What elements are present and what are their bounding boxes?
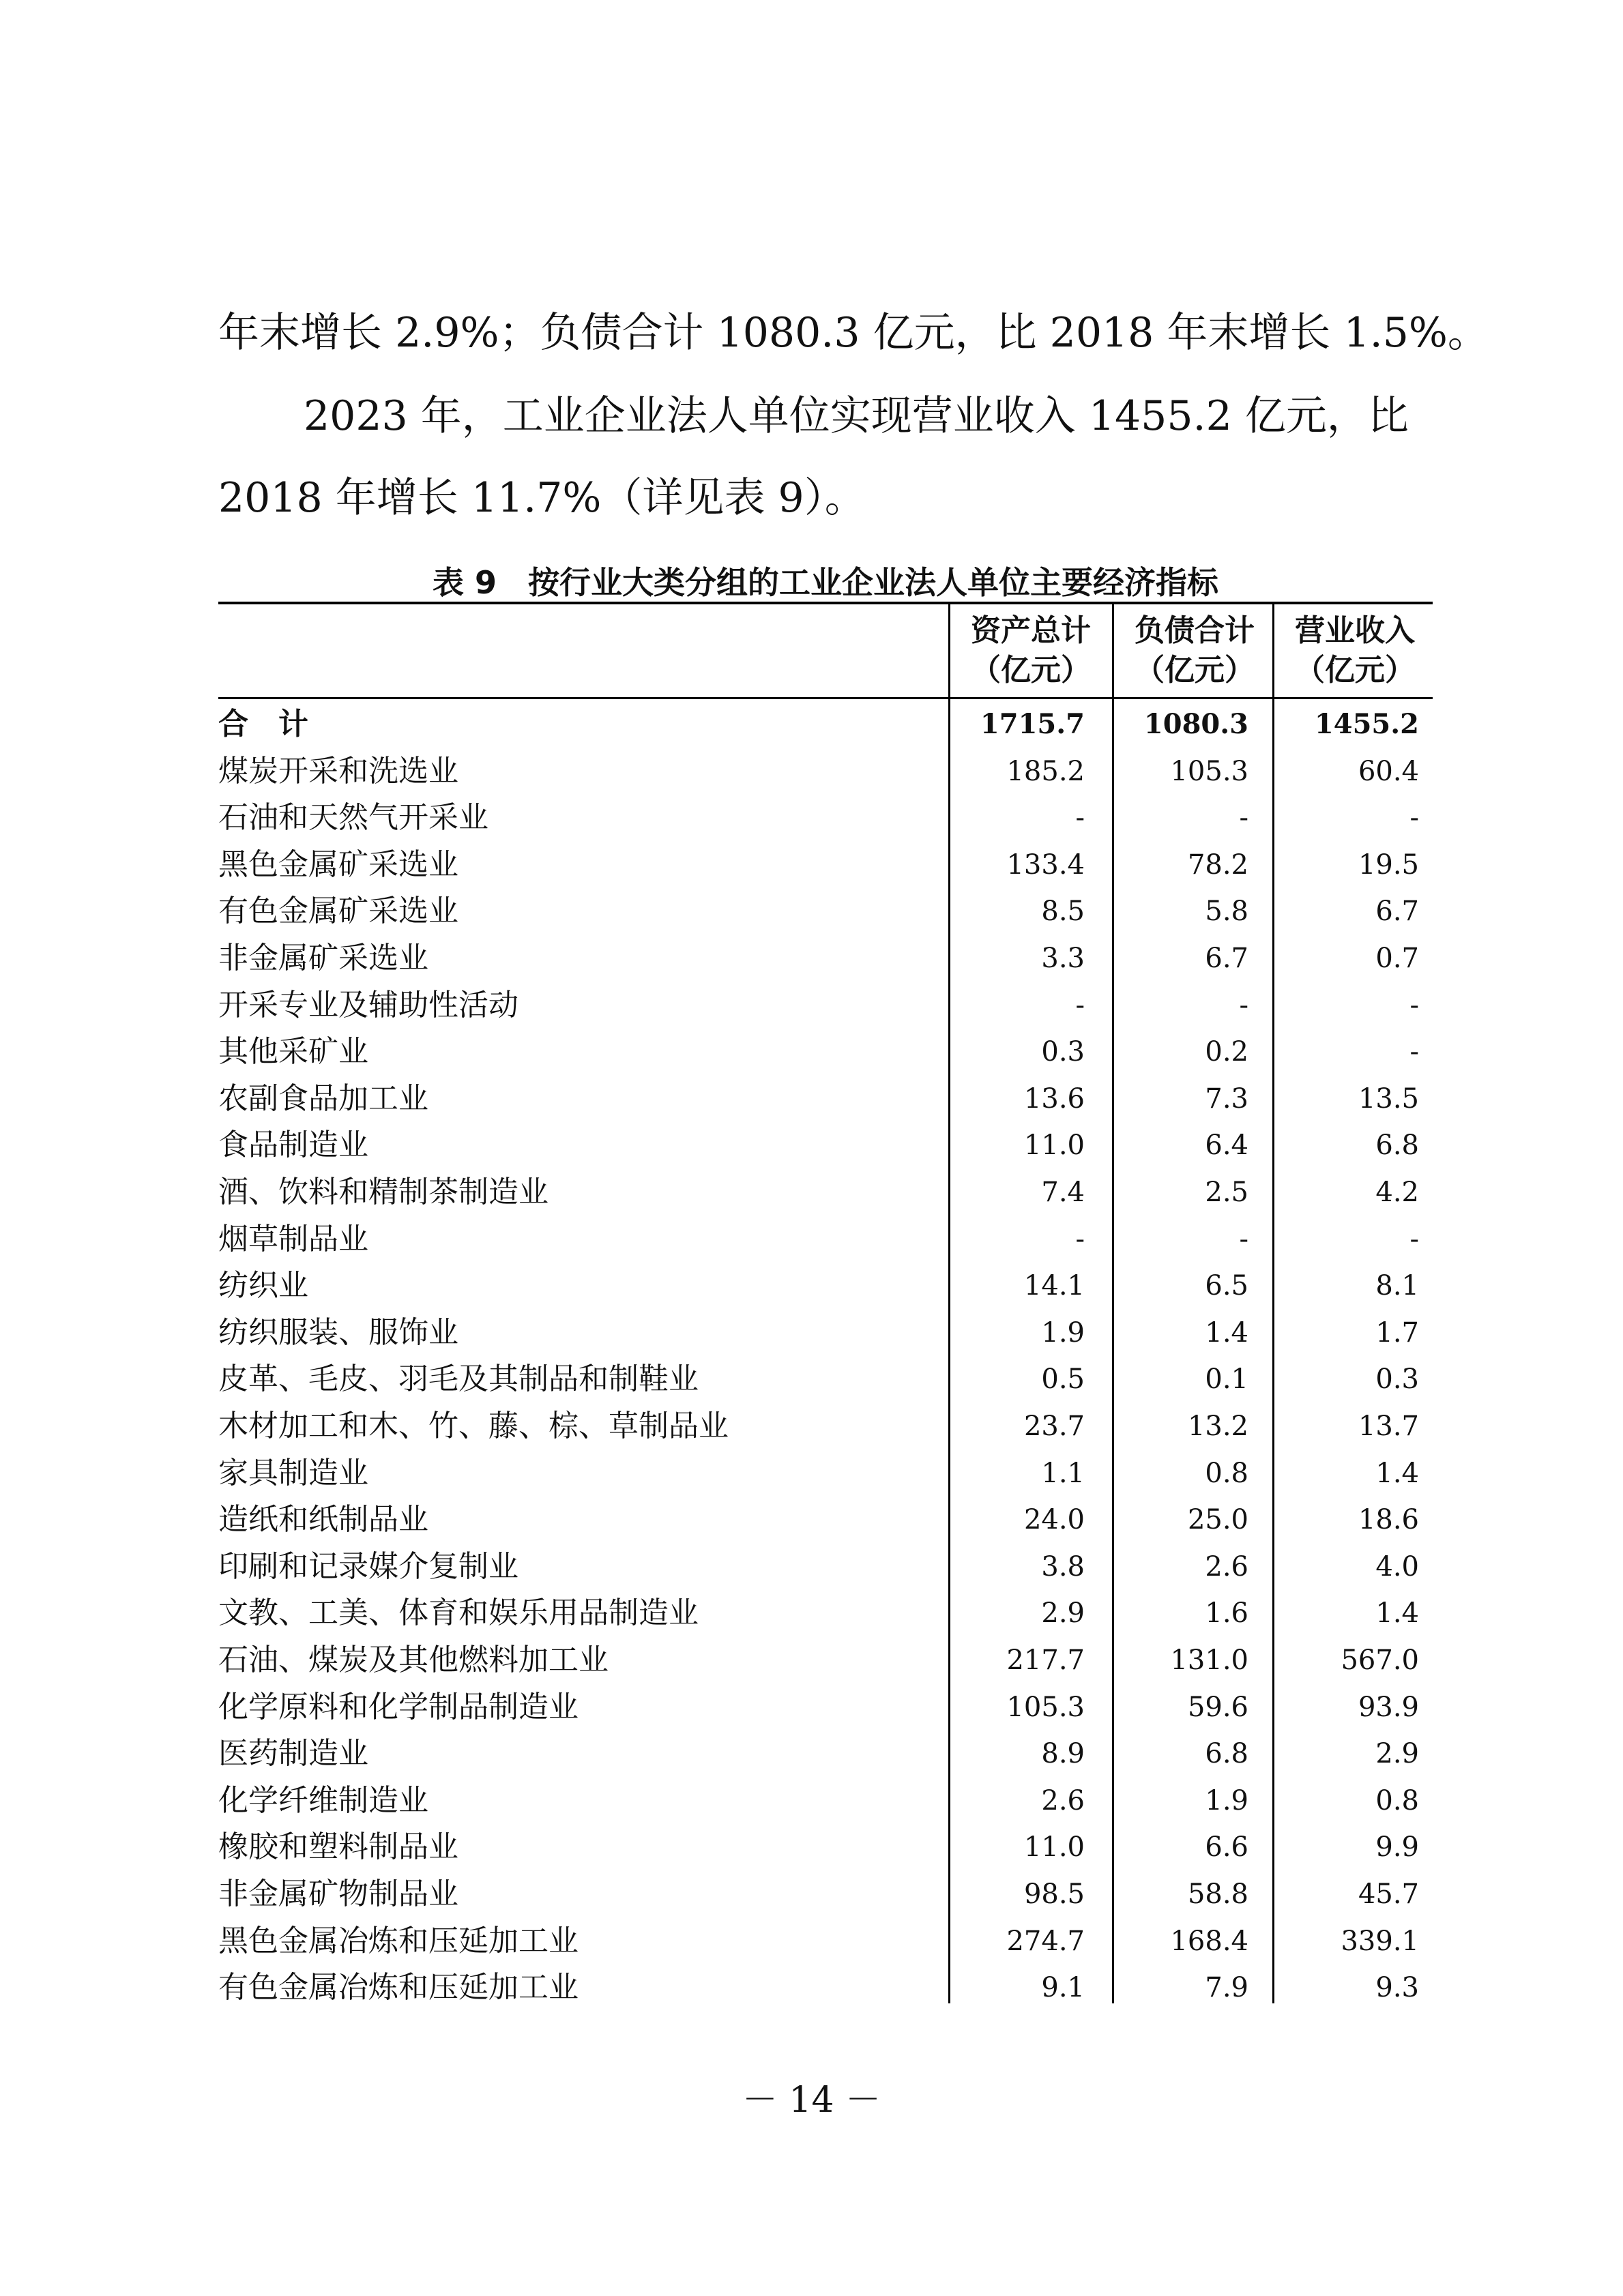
assets-value: 14.1	[1023, 1270, 1085, 1302]
liabilities-value: 6.6	[1205, 1831, 1248, 1864]
assets-value: 8.5	[1041, 896, 1085, 928]
header-liabilities-name: 负债合计	[1135, 613, 1255, 648]
assets-value: 0.5	[1041, 1364, 1085, 1396]
table-row	[218, 1450, 1433, 1497]
revenue-value: 2.9	[1375, 1738, 1419, 1770]
table-row	[218, 1216, 1433, 1263]
table-row	[218, 1403, 1433, 1449]
liabilities-value: 6.5	[1205, 1270, 1248, 1302]
industry-name: 家具制造业	[218, 1455, 368, 1490]
industry-name: 皮革、毛皮、羽毛及其制品和制鞋业	[218, 1362, 699, 1397]
revenue-value: 45.7	[1358, 1879, 1419, 1910]
liabilities-value: 131.0	[1170, 1645, 1248, 1676]
liabilities-value: 0.2	[1205, 1036, 1248, 1068]
industry-name: 木材加工和木、竹、藤、棕、草制品业	[218, 1409, 729, 1443]
table-row	[218, 748, 1433, 795]
industry-name: 农副食品加工业	[218, 1080, 428, 1116]
liabilities-value: 7.3	[1205, 1083, 1248, 1115]
revenue-value: -	[1409, 989, 1419, 1021]
industry-name: 印刷和记录媒介复制业	[218, 1548, 518, 1584]
assets-value: 23.7	[1023, 1411, 1085, 1442]
industry-name: 非金属矿采选业	[218, 941, 428, 975]
industry-name: 开采专业及辅助性活动	[218, 987, 518, 1022]
liabilities-value: 7.9	[1205, 1972, 1248, 2004]
table-row	[218, 1310, 1433, 1356]
revenue-value: 1.4	[1375, 1457, 1419, 1489]
table-row	[218, 1964, 1433, 2011]
table-row	[218, 1356, 1433, 1402]
assets-value: 1.1	[1041, 1457, 1085, 1489]
assets-value: 11.0	[1023, 1130, 1085, 1162]
revenue-value: 13.5	[1358, 1083, 1419, 1115]
assets-value: 3.8	[1041, 1550, 1085, 1583]
revenue-value: 1455.2	[1314, 708, 1419, 740]
table-top-rule	[218, 602, 1433, 604]
revenue-value: 1.7	[1375, 1316, 1419, 1349]
table-total-row	[218, 701, 1433, 748]
assets-value: 133.4	[1006, 849, 1085, 881]
liabilities-value: -	[1239, 802, 1248, 834]
revenue-value: 4.2	[1375, 1177, 1419, 1208]
liabilities-value: 6.7	[1205, 943, 1248, 974]
assets-value: 3.3	[1041, 943, 1085, 974]
table-row	[218, 1590, 1433, 1636]
header-revenue-unit: （亿元）	[1295, 653, 1415, 688]
assets-value: 1.9	[1041, 1316, 1085, 1349]
table-row	[218, 1076, 1433, 1122]
liabilities-value: -	[1239, 1223, 1248, 1255]
header-assets-name: 资产总计	[971, 613, 1091, 648]
body-paragraph-3: 2018 年增长 11.7%（详见表 9）。	[218, 474, 866, 522]
assets-value: 98.5	[1023, 1879, 1085, 1910]
revenue-value: 6.7	[1375, 896, 1419, 928]
revenue-value: 13.7	[1358, 1411, 1419, 1442]
assets-value: 24.0	[1023, 1504, 1085, 1536]
assets-value: 9.1	[1041, 1972, 1085, 2004]
revenue-value: 19.5	[1358, 849, 1419, 881]
industry-name: 石油和天然气开采业	[218, 800, 488, 836]
assets-value: 7.4	[1041, 1177, 1085, 1208]
assets-value: -	[1075, 989, 1085, 1021]
revenue-value: 0.7	[1375, 943, 1419, 974]
assets-value: 2.6	[1041, 1784, 1085, 1816]
liabilities-value: 168.4	[1170, 1925, 1248, 1957]
table-row	[218, 1778, 1433, 1824]
liabilities-value: 2.5	[1205, 1177, 1248, 1208]
liabilities-value: 6.8	[1205, 1738, 1248, 1770]
liabilities-value: 25.0	[1187, 1504, 1248, 1536]
assets-value: -	[1075, 802, 1085, 834]
industry-name: 化学纤维制造业	[218, 1782, 428, 1818]
table-row	[218, 1871, 1433, 1917]
table-row	[218, 1122, 1433, 1168]
assets-value: 185.2	[1006, 755, 1085, 787]
revenue-value: 93.9	[1358, 1691, 1419, 1723]
revenue-value: -	[1409, 1036, 1419, 1068]
industry-name: 纺织业	[218, 1268, 308, 1304]
industry-name: 烟草制品业	[218, 1221, 368, 1256]
liabilities-value: 1.9	[1205, 1784, 1248, 1816]
liabilities-value: -	[1239, 989, 1248, 1021]
industry-name: 有色金属矿采选业	[218, 894, 458, 929]
liabilities-value: 1.6	[1205, 1598, 1248, 1630]
table-row	[218, 982, 1433, 1029]
industry-name: 合 计	[218, 707, 308, 741]
industry-name: 非金属矿物制品业	[218, 1876, 458, 1911]
header-assets-unit: （亿元）	[971, 653, 1091, 688]
industry-name: 酒、饮料和精制茶制造业	[218, 1175, 549, 1209]
liabilities-value: 58.8	[1187, 1879, 1248, 1910]
industry-name: 黑色金属矿采选业	[218, 847, 458, 882]
table-header-rule	[218, 697, 1433, 699]
industry-name: 医药制造业	[218, 1736, 368, 1771]
body-paragraph-1: 年末增长 2.9%；负债合计 1080.3 亿元，比 2018 年末增长 1.5%。	[218, 309, 1489, 357]
assets-value: 13.6	[1023, 1083, 1085, 1115]
industry-name: 文教、工美、体育和娱乐用品制造业	[218, 1595, 699, 1631]
revenue-value: 9.9	[1375, 1831, 1419, 1864]
table-caption: 表 9 按行业大类分组的工业企业法人单位主要经济指标	[432, 564, 1219, 601]
table-row	[218, 1918, 1433, 1964]
revenue-value: 4.0	[1375, 1550, 1419, 1583]
header-revenue	[1274, 611, 1435, 690]
page-number: － 14 －	[742, 2080, 881, 2121]
industry-name: 有色金属冶炼和压延加工业	[218, 1970, 579, 2005]
industry-name: 橡胶和塑料制品业	[218, 1829, 458, 1865]
industry-name: 石油、煤炭及其他燃料加工业	[218, 1643, 609, 1677]
revenue-value: 339.1	[1341, 1925, 1419, 1957]
table-row	[218, 1824, 1433, 1870]
table-row	[218, 1731, 1433, 1777]
header-liabilities-unit: （亿元）	[1135, 653, 1255, 688]
revenue-value: 0.8	[1375, 1784, 1419, 1816]
revenue-value: 9.3	[1375, 1972, 1419, 2004]
liabilities-value: 105.3	[1170, 755, 1248, 787]
industry-name: 纺织服装、服饰业	[218, 1314, 458, 1350]
revenue-value: 0.3	[1375, 1364, 1419, 1396]
header-liabilities	[1114, 611, 1275, 690]
table-row	[218, 1497, 1433, 1543]
liabilities-value: 1.4	[1205, 1316, 1248, 1349]
assets-value: 1715.7	[980, 708, 1085, 740]
industry-name: 造纸和纸制品业	[218, 1502, 428, 1537]
header-revenue-name: 营业收入	[1295, 613, 1415, 648]
liabilities-value: 0.8	[1205, 1457, 1248, 1489]
liabilities-value: 78.2	[1187, 849, 1248, 881]
assets-value: 8.9	[1041, 1738, 1085, 1770]
table-row	[218, 1029, 1433, 1075]
industry-name: 煤炭开采和洗选业	[218, 753, 458, 789]
liabilities-value: 59.6	[1187, 1691, 1248, 1723]
liabilities-value: 2.6	[1205, 1550, 1248, 1583]
liabilities-value: 6.4	[1205, 1130, 1248, 1162]
assets-value: 105.3	[1006, 1691, 1085, 1723]
revenue-value: 567.0	[1341, 1645, 1419, 1676]
assets-value: 11.0	[1023, 1831, 1085, 1864]
table-row	[218, 1169, 1433, 1216]
liabilities-value: 13.2	[1187, 1411, 1248, 1442]
table-row	[218, 1637, 1433, 1683]
industry-name: 化学原料和化学制品制造业	[218, 1689, 579, 1724]
table-row	[218, 795, 1433, 841]
assets-value: -	[1075, 1223, 1085, 1255]
assets-value: 2.9	[1041, 1598, 1085, 1630]
table-row	[218, 1544, 1433, 1590]
revenue-value: -	[1409, 802, 1419, 834]
revenue-value: 8.1	[1375, 1270, 1419, 1302]
assets-value: 0.3	[1041, 1036, 1085, 1068]
table-row	[218, 842, 1433, 888]
table-row	[218, 1263, 1433, 1309]
assets-value: 274.7	[1006, 1925, 1085, 1957]
revenue-value: 18.6	[1358, 1504, 1419, 1536]
assets-value: 217.7	[1006, 1645, 1085, 1676]
industry-name: 食品制造业	[218, 1128, 368, 1163]
liabilities-value: 1080.3	[1143, 708, 1248, 740]
revenue-value: 60.4	[1358, 755, 1419, 787]
revenue-value: 6.8	[1375, 1130, 1419, 1162]
liabilities-value: 0.1	[1205, 1364, 1248, 1396]
revenue-value: -	[1409, 1223, 1419, 1255]
header-assets	[950, 611, 1111, 690]
table-row	[218, 1684, 1433, 1731]
body-paragraph-2: 2023 年，工业企业法人单位实现营业收入 1455.2 亿元，比	[304, 392, 1409, 440]
industry-name: 黑色金属冶炼和压延加工业	[218, 1923, 579, 1958]
liabilities-value: 5.8	[1205, 896, 1248, 928]
table-row	[218, 935, 1433, 982]
table-row	[218, 888, 1433, 934]
revenue-value: 1.4	[1375, 1598, 1419, 1630]
industry-name: 其他采矿业	[218, 1034, 368, 1070]
